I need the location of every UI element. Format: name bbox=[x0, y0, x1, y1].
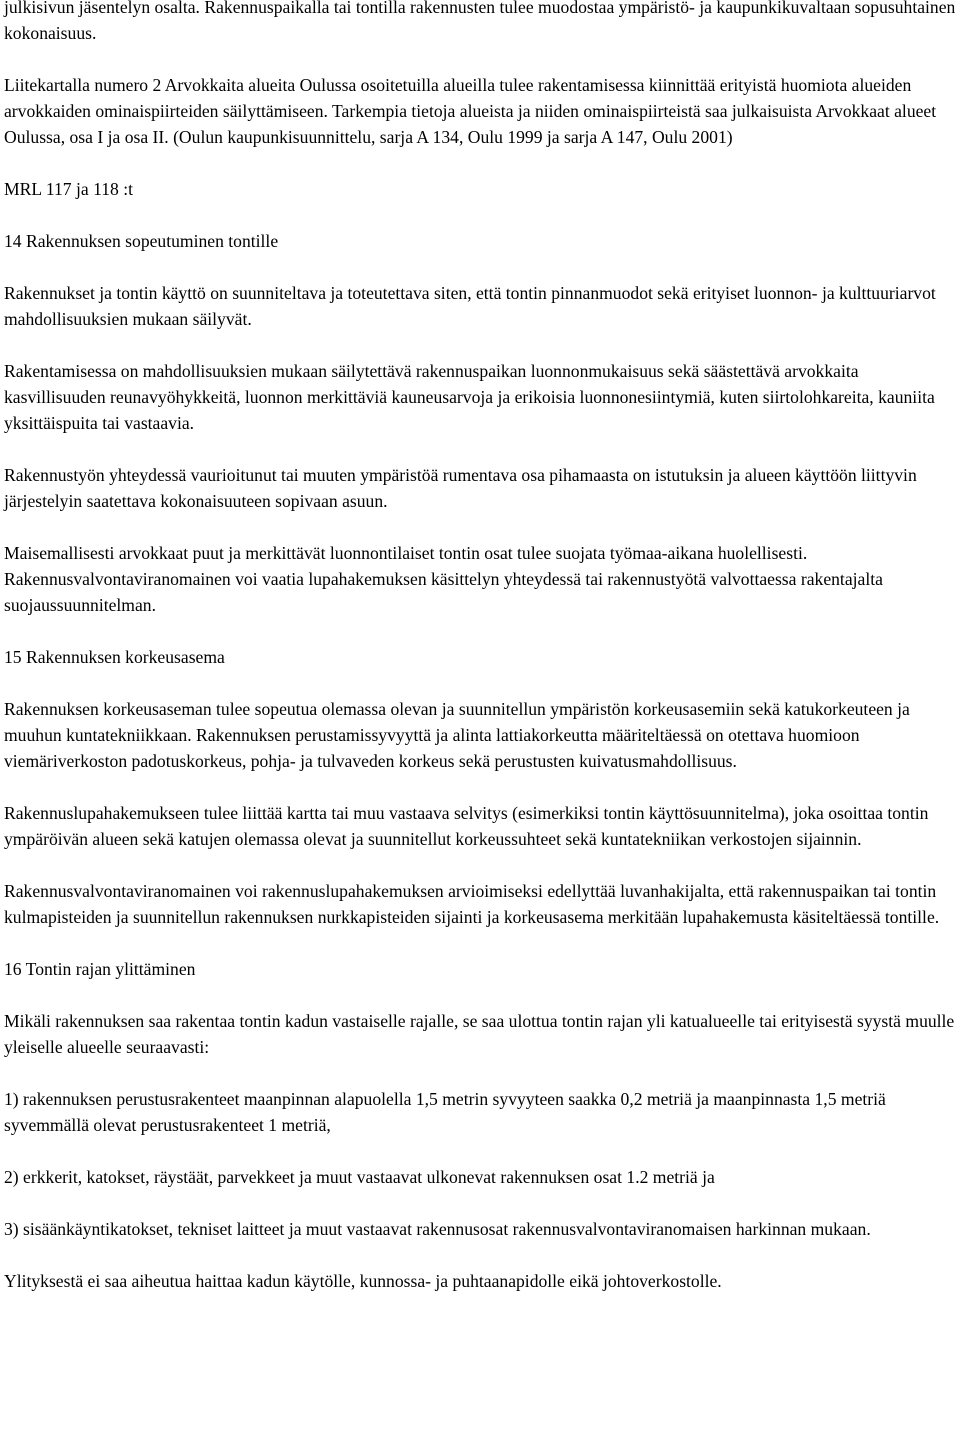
sentence: 3) sisäänkäyntikatokset, tekniset laitteet ja muut vastaavat rakennusosat rakennusvalvontaviranomaisen harkinnan mukaan. bbox=[4, 1219, 871, 1239]
heading-text: 16 Tontin rajan ylittäminen bbox=[4, 959, 196, 979]
sentence: Mikäli rakennuksen saa rakentaa tontin kadun vastaiselle rajalle, se saa ulottua tontin rajan yli katualueelle tai erityisestä syystä muulle yleiselle alueelle seuraavasti: bbox=[4, 1011, 955, 1057]
heading-text: 15 Rakennuksen korkeusasema bbox=[4, 647, 225, 667]
sentence: Rakennuslupahakemukseen tulee liittää kartta tai muu vastaava selvitys (esimerkiksi tontin käyttösuunnitelma), joka osoittaa tontin ympäröivän alueen sekä katujen olemassa olevat ja suunnitellut korkeussuhteet sekä kuntatekniikan verkostojen sijainnin. bbox=[4, 803, 929, 849]
section-heading-16 bbox=[4, 956, 956, 982]
sentence: Rakennusvalvontaviranomainen voi rakennuslupahakemuksen arvioimiseksi edellyttää luvanhakijalta, että rakennuspaikan tai tontin kulmapisteiden ja suunnitellun rakennuksen nurkkapisteiden sijainti ja korkeusasema merkitään lupahakemusta käsiteltäessä tontille. bbox=[4, 881, 940, 927]
paragraph-yard-restoration bbox=[4, 462, 956, 514]
sentence: MRL 117 ja 118 :t bbox=[4, 179, 134, 199]
sentence: Maisemallisesti arvokkaat puut ja merkittävät luonnontilaiset tontin osat tulee suojata työmaa-aikana huolellisesti. bbox=[4, 543, 808, 563]
sentence: Ylityksestä ei saa aiheutua haittaa kadun käytölle, kunnossa- ja puhtaanapidolle eikä johtoverkostolle. bbox=[4, 1271, 722, 1291]
sentence: Tarkempia tietoja alueista ja niiden ominaispiirteistä saa julkaisuista Arvokkaat alueet Oulussa, osa I ja osa II. bbox=[4, 101, 937, 147]
list-item-3 bbox=[4, 1216, 956, 1242]
sentence: 2) erkkerit, katokset, räystäät, parvekkeet ja muut vastaavat ulkonevat rakennuksen osat 1.2 metriä ja bbox=[4, 1167, 715, 1187]
sentence: Rakentamisessa on mahdollisuuksien mukaan säilytettävä rakennuspaikan luonnonmukaisuus sekä säästettävä arvokkaita kasvillisuuden reunavyöhykkeitä, luonnon merkittäviä kauneusarvoja ja erikoisia luonnonesiintymiä, kuten siirtolohkareita, kauniita yksittäispuita tai vastaavia. bbox=[4, 361, 935, 433]
sentence: Rakennusvalvontaviranomainen voi vaatia lupahakemuksen käsittelyn yhteydessä tai rakennustyötä valvottaessa rakentajalta suojaussuunnitelman. bbox=[4, 569, 883, 615]
paragraph-natural-values bbox=[4, 358, 956, 436]
list-item-1 bbox=[4, 1086, 956, 1138]
sentence: (Oulun kaupunkisuunnittelu, sarja A 134, Oulu 1999 ja sarja A 147, Oulu 2001) bbox=[173, 127, 733, 147]
sentence: Rakennuksen perustamissyvyyttä ja alinta lattiakorkeutta määriteltäessä on otettava huomioon viemäriverkoston padotuskorkeus, pohja- ja tulvaveden korkeus sekä perustusten kuivatusmahdollisuus. bbox=[4, 725, 860, 771]
paragraph-valuable-areas bbox=[4, 72, 956, 150]
paragraph-boundary-crossing bbox=[4, 1008, 956, 1060]
paragraph-corner-points bbox=[4, 878, 956, 930]
paragraph-facade-conclusion bbox=[4, 0, 956, 46]
paragraph-law-reference bbox=[4, 176, 956, 202]
heading-text: 14 Rakennuksen sopeutuminen tontille bbox=[4, 231, 279, 251]
sentence: 1) rakennuksen perustusrakenteet maanpinnan alapuolella 1,5 metrin syvyyteen saakka 0,2 metriä ja maanpinnasta 1,5 metriä syvemmällä olevat perustusrakenteet 1 metriä, bbox=[4, 1089, 886, 1135]
paragraph-site-adaptation bbox=[4, 280, 956, 332]
sentence: Rakennuksen korkeusaseman tulee sopeutua olemassa olevan ja suunnitellun ympäristön korkeusasemiin sekä katukorkeuteen ja muuhun kuntatekniikkaan. bbox=[4, 699, 910, 745]
sentence: julkisivun jäsentelyn osalta. bbox=[4, 0, 200, 17]
paragraph-permit-map bbox=[4, 800, 956, 852]
sentence: Rakennustyön yhteydessä vaurioitunut tai muuten ympäristöä rumentava osa pihamaasta on istutuksin ja alueen käyttöön liittyvin järjestelyin saatettava kokonaisuuteen sopivaan asuun. bbox=[4, 465, 917, 511]
list-item-2 bbox=[4, 1164, 956, 1190]
paragraph-height-level bbox=[4, 696, 956, 774]
paragraph-tree-protection bbox=[4, 540, 956, 618]
paragraph-no-harm bbox=[4, 1268, 956, 1294]
sentence: Rakennukset ja tontin käyttö on suunniteltava ja toteutettava siten, että tontin pinnanmuodot sekä erityiset luonnon- ja kulttuuriarvot mahdollisuuksien mukaan säilyvät. bbox=[4, 283, 936, 329]
sentence: Rakennuspaikalla tai tontilla rakennusten tulee muodostaa ympäristö- ja kaupunkikuvaltaan sopusuhtainen kokonaisuus. bbox=[4, 0, 956, 43]
section-heading-15 bbox=[4, 644, 956, 670]
sentence: Liitekartalla numero 2 Arvokkaita alueita Oulussa osoitetuilla alueilla tulee rakentamisessa kiinnittää erityistä huomiota alueiden arvokkaiden ominaispiirteiden säilyttämiseen. bbox=[4, 75, 912, 121]
section-heading-14 bbox=[4, 228, 956, 254]
